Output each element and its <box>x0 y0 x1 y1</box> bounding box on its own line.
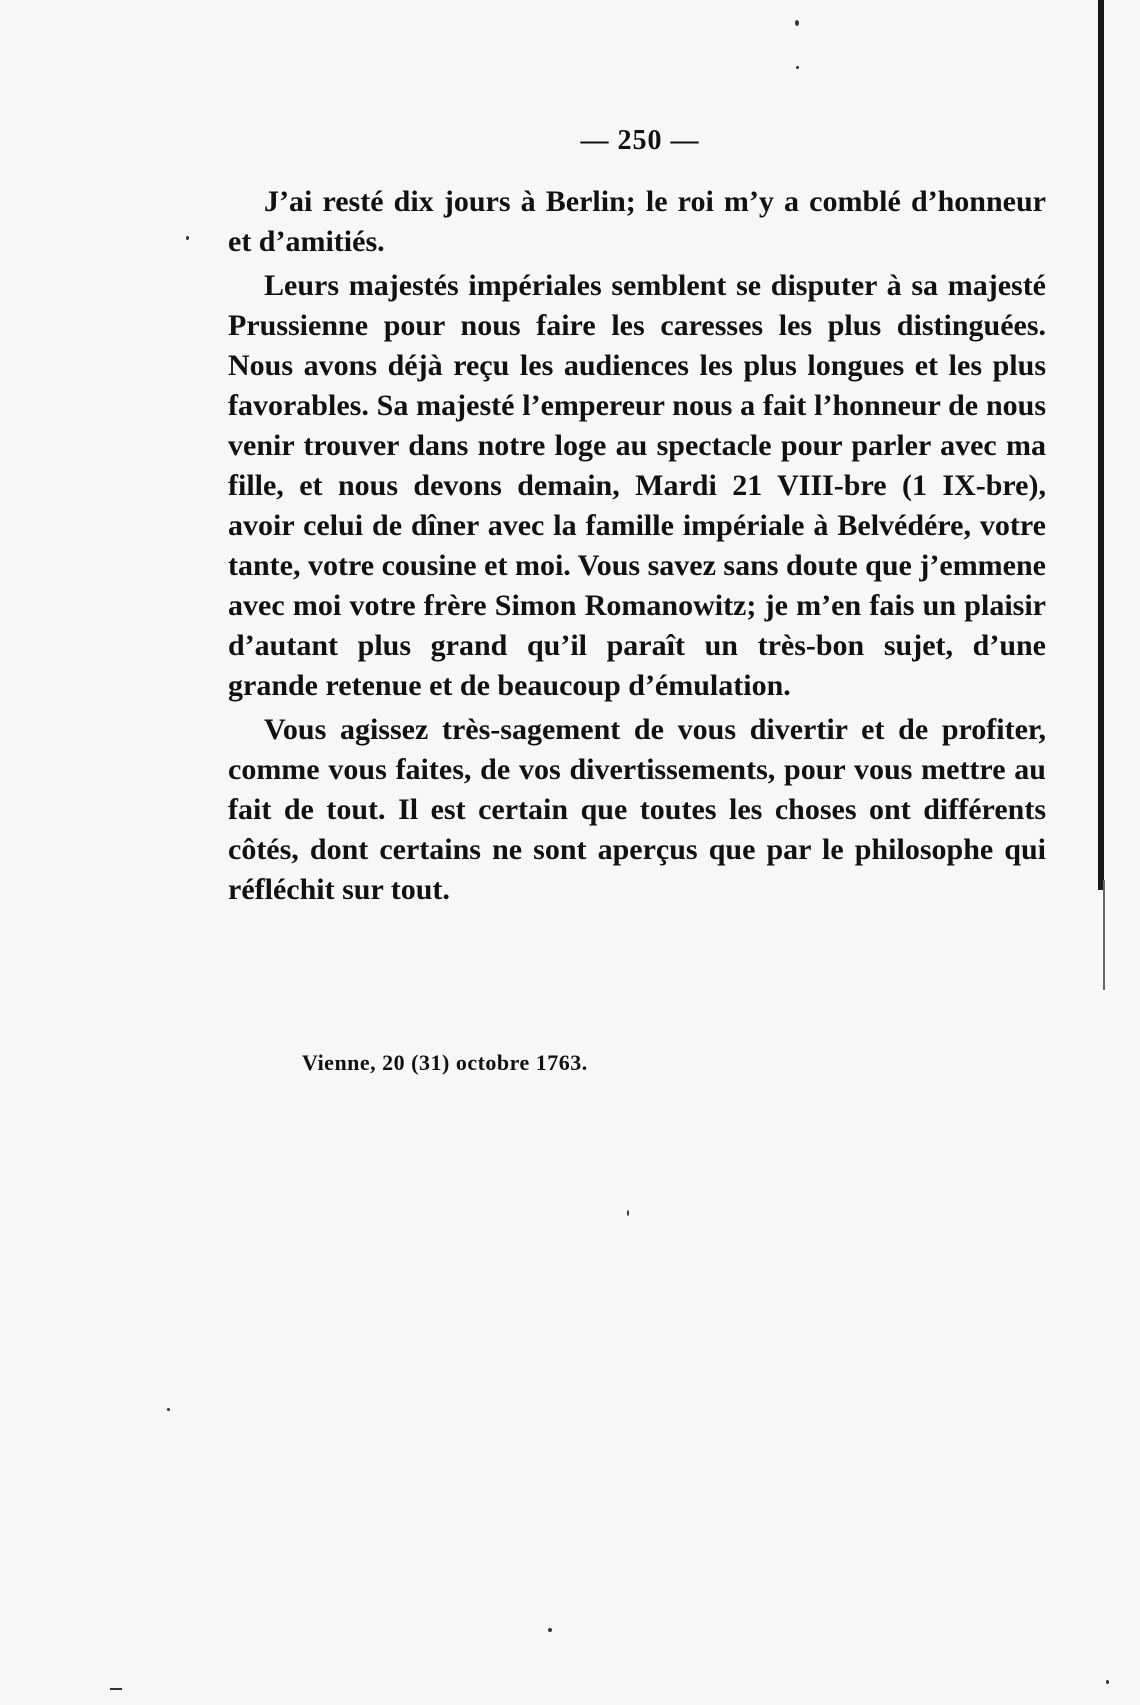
scan-speck <box>1106 1680 1109 1684</box>
scan-speck <box>548 1628 552 1632</box>
page-edge-shadow-thin <box>1103 880 1105 990</box>
scan-speck <box>796 66 799 69</box>
scan-speck <box>167 1408 170 1411</box>
scan-speck <box>795 20 799 26</box>
paragraph-1: J’ai resté dix jours à Berlin; le roi m’y a comblé d’honneur et d’amitiés. <box>228 185 1046 258</box>
scan-speck <box>186 236 189 240</box>
paragraph-2: Leurs majestés impériales semblent se disputer à sa majesté Prussienne pour nous faire les caresses les plus distinguées. Nous avons déjà reçu les audiences les plus longues et les plus favorables. Sa majesté l’empereur nous a fait l’honneur de nous venir trouver dans notre loge au spectacle pour parler avec ma fille, et nous devons demain, Mardi 21 VIII-bre (1 IX-bre), avoir celui de dîner avec la famille impériale à Belvédére, votre tante, votre cousine et moi. Vous savez sans doute que j’emmene avec moi votre frère Simon Romanowitz; je m’en fais un plaisir d’autant plus grand qu’il paraît un très-bon sujet, d’une grande retenue et de beaucoup d’émulation. <box>228 269 1046 702</box>
page-edge-shadow <box>1098 0 1104 890</box>
page-number: — 250 — <box>580 125 700 156</box>
letter-signature: Vienne, 20 (31) octobre 1763. <box>302 1050 588 1075</box>
body-text <box>228 182 1046 914</box>
scan-speck <box>627 1210 629 1216</box>
paragraph-3: Vous agissez très-sagement de vous divertir et de profiter, comme vous faites, de vos divertissements, pour vous mettre au fait de tout. Il est certain que toutes les choses ont différents côtés, dont certains ne sont aperçus que par le philosophe qui réfléchit sur tout. <box>228 713 1046 906</box>
scan-mark <box>110 1688 122 1690</box>
